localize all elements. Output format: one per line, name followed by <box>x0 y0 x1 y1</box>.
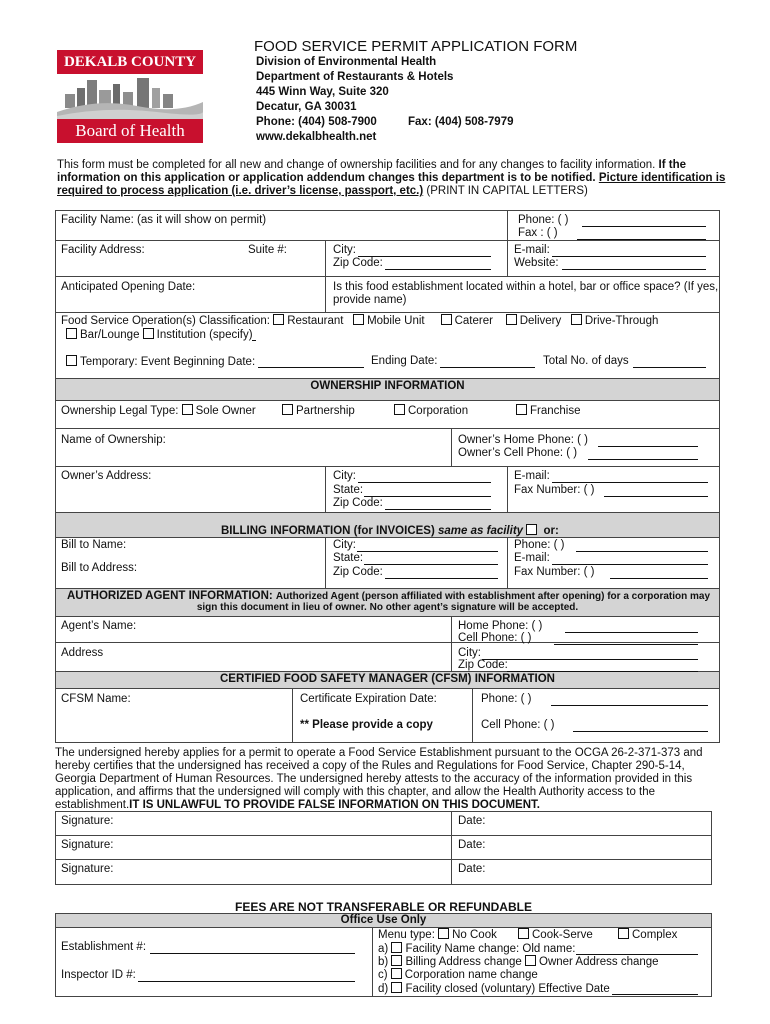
facility-name-change-label: Facility Name change: Old name: <box>405 943 576 955</box>
cfsm-cell-label: Cell Phone: ( ) <box>481 719 555 731</box>
row-divider <box>55 312 720 313</box>
billing-state-label: State: <box>333 552 364 564</box>
delivery-checkbox[interactable] <box>506 314 517 325</box>
ownership-name-label: Name of Ownership: <box>61 434 166 446</box>
facility-fax-label: Fax : ( ) <box>518 227 558 239</box>
declaration-line-2: hereby certifies that the undersigned has received a copy of the Rules and Regulations for Food Service, Chapter 290-5-14, <box>55 760 685 772</box>
col-divider <box>507 537 508 588</box>
row-divider <box>55 859 712 860</box>
franchise-option-wrap <box>516 404 581 418</box>
intro-line-3-text: (PRINT IN CAPITAL LETTERS) <box>426 185 588 197</box>
logo-bottom-text: Board of Health <box>75 121 185 140</box>
ending-date-field[interactable] <box>440 367 535 368</box>
logo-bottom-banner <box>57 119 203 143</box>
delivery-option: Delivery <box>519 315 562 327</box>
col-divider <box>325 466 326 512</box>
corporation-name-change-checkbox[interactable] <box>391 968 402 979</box>
declaration-line-4: application, and affirms that the undersigned will comply with this chapter, and allow the Health Authority access to the <box>55 786 656 798</box>
address-line-1: 445 Winn Way, Suite 320 <box>256 86 389 98</box>
agent-home-phone-label: Home Phone: ( ) <box>458 620 543 632</box>
row-divider <box>55 276 720 277</box>
cfsm-phone-field[interactable] <box>551 705 708 706</box>
cook-serve-checkbox[interactable] <box>518 928 529 939</box>
office-item-c <box>378 968 538 982</box>
corporation-name-change-label: Corporation name change <box>404 969 538 981</box>
cfsm-expiration-label: Certificate Expiration Date: <box>300 693 437 705</box>
agent-cell-phone-label: Cell Phone: ( ) <box>458 632 532 644</box>
legal-type-label: Ownership Legal Type: <box>61 405 179 417</box>
facility-closed-label: Facility closed (voluntary) Effective Date <box>405 983 610 995</box>
signature-label-2: Signature: <box>61 839 114 851</box>
col-divider <box>472 688 473 743</box>
sole-owner-checkbox[interactable] <box>182 404 193 415</box>
form-title: FOOD SERVICE PERMIT APPLICATION FORM <box>254 38 578 55</box>
bar-lounge-checkbox[interactable] <box>66 328 77 339</box>
item-c-prefix: c) <box>378 969 388 981</box>
no-cook-option: No Cook <box>452 929 497 941</box>
row-divider <box>55 688 720 689</box>
suite-label: Suite #: <box>248 244 287 256</box>
row-divider <box>55 588 720 589</box>
agent-note-2: sign this document in lieu of owner. No other agent’s signature will be accepted. <box>196 602 579 613</box>
agent-home-phone-field[interactable] <box>565 632 698 633</box>
cfsm-heading: CERTIFIED FOOD SAFETY MANAGER (CFSM) INFORMATION <box>220 673 555 685</box>
facility-website-field[interactable] <box>562 269 706 270</box>
temporary-label: Temporary: Event Beginning Date: <box>80 356 256 368</box>
facility-email-field[interactable] <box>552 256 706 257</box>
owner-home-phone-label: Owner’s Home Phone: ( ) <box>458 434 588 446</box>
owner-fax-label: Fax Number: ( ) <box>514 484 595 496</box>
billing-fax-field[interactable] <box>610 578 708 579</box>
effective-date-field[interactable] <box>612 994 698 995</box>
billing-state-field[interactable] <box>364 564 498 565</box>
declaration-line-5-text: establishment. <box>55 799 130 811</box>
menu-type-row <box>378 928 497 942</box>
row-divider <box>55 642 720 643</box>
opening-date-label: Anticipated Opening Date: <box>61 281 196 293</box>
corporation-checkbox[interactable] <box>394 404 405 415</box>
sole-owner-option: Sole Owner <box>195 405 256 417</box>
billing-fax-label: Fax Number: ( ) <box>514 566 595 578</box>
legal-type-row <box>61 404 256 418</box>
logo-top-banner <box>57 50 203 74</box>
establishment-field[interactable] <box>150 953 355 954</box>
intro-line-1 <box>57 159 686 172</box>
intro-line-3 <box>57 185 588 198</box>
restaurant-option: Restaurant <box>287 315 344 327</box>
row-divider <box>55 616 720 617</box>
owner-address-label: Owner’s Address: <box>61 470 152 482</box>
intro-line-1-text: This form must be completed for all new and change of ownership facilities and for any changes to facility information. <box>57 159 656 171</box>
hotel-question-line-2: provide name) <box>333 294 407 306</box>
signature-label-3: Signature: <box>61 863 114 875</box>
owner-fax-field[interactable] <box>604 496 708 497</box>
col-divider <box>451 811 452 885</box>
institution-option: Institution (specify) <box>156 329 253 341</box>
billing-same-as-facility: same as facility <box>438 525 524 537</box>
facility-website-label: Website: <box>514 257 559 269</box>
item-d-prefix: d) <box>378 983 389 995</box>
owner-cell-phone-label: Owner’s Cell Phone: ( ) <box>458 447 578 459</box>
billing-phone-label: Phone: ( ) <box>514 539 565 551</box>
owner-email-field[interactable] <box>552 482 708 483</box>
institution-checkbox[interactable] <box>143 328 154 339</box>
item-b-prefix: b) <box>378 956 389 968</box>
owner-cell-phone-field[interactable] <box>588 459 698 460</box>
intro-line-2 <box>57 172 725 185</box>
department-name: Department of Restaurants & Hotels <box>256 71 454 83</box>
establishment-label: Establishment #: <box>61 941 147 953</box>
bill-to-name-label: Bill to Name: <box>61 539 127 551</box>
logo-top-text: DEKALB COUNTY <box>63 54 197 70</box>
billing-address-change-checkbox[interactable] <box>391 955 402 966</box>
row-divider <box>55 240 720 241</box>
classification-label: Food Service Operation(s) Classification: <box>61 315 270 327</box>
office-use-heading: Office Use Only <box>340 914 427 926</box>
owner-home-phone-field[interactable] <box>598 446 698 447</box>
agent-city-label: City: <box>458 647 481 659</box>
billing-zip-label: Zip Code: <box>333 566 383 578</box>
temporary-row <box>66 355 255 369</box>
event-begin-date-field[interactable] <box>258 367 364 368</box>
corporation-option-wrap <box>394 404 468 418</box>
cfsm-name-label: CFSM Name: <box>61 693 131 705</box>
facility-address-label: Facility Address: <box>61 244 145 256</box>
restaurant-checkbox[interactable] <box>273 314 284 325</box>
owner-address-change-label: Owner Address change <box>539 956 659 968</box>
billing-address-change-label: Billing Address change <box>405 956 522 968</box>
col-divider <box>325 240 326 312</box>
menu-type-label: Menu type: <box>378 929 435 941</box>
facility-zip-label: Zip Code: <box>333 257 383 269</box>
owner-state-field[interactable] <box>364 496 491 497</box>
col-divider <box>372 927 373 997</box>
caterer-checkbox[interactable] <box>441 314 452 325</box>
office-item-b <box>378 955 659 969</box>
col-divider <box>451 616 452 671</box>
complex-checkbox[interactable] <box>618 928 629 939</box>
bill-to-address-label: Bill to Address: <box>61 562 138 574</box>
row-divider <box>55 378 720 379</box>
drive-through-checkbox[interactable] <box>571 314 582 325</box>
facility-phone-field[interactable] <box>582 226 706 227</box>
partnership-option-wrap <box>282 404 355 418</box>
billing-phone-field[interactable] <box>576 551 708 552</box>
partnership-option: Partnership <box>296 405 355 417</box>
date-label-1: Date: <box>458 815 486 827</box>
facility-closed-checkbox[interactable] <box>391 982 402 993</box>
signature-field-2[interactable] <box>126 837 446 857</box>
intro-line-2-underlined: Picture identification is <box>598 172 726 184</box>
date-label-2: Date: <box>458 839 486 851</box>
facility-zip-field[interactable] <box>385 269 491 270</box>
skyline-graphic-icon <box>57 74 203 119</box>
franchise-option: Franchise <box>530 405 581 417</box>
agent-cell-phone-field[interactable] <box>554 644 698 645</box>
col-divider <box>325 537 326 588</box>
billing-city-field[interactable] <box>357 551 498 552</box>
col-divider <box>292 688 293 743</box>
col-divider <box>507 240 508 276</box>
owner-email-label: E-mail: <box>514 470 550 482</box>
division-name: Division of Environmental Health <box>256 56 437 68</box>
phone-number: Phone: (404) 508-7900 <box>256 116 377 128</box>
agent-heading: AUTHORIZED AGENT INFORMATION: <box>67 590 273 602</box>
agent-zip-field[interactable] <box>507 671 698 672</box>
facility-fax-field[interactable] <box>577 239 706 240</box>
facility-email-label: E-mail: <box>514 244 550 256</box>
website-url: www.dekalbhealth.net <box>256 131 377 143</box>
office-item-d <box>378 982 610 996</box>
billing-email-label: E-mail: <box>514 552 550 564</box>
no-cook-checkbox[interactable] <box>438 928 449 939</box>
cfsm-copy-note: ** Please provide a copy <box>300 719 433 731</box>
mobile-unit-option: Mobile Unit <box>367 315 425 327</box>
owner-state-label: State: <box>333 484 364 496</box>
fax-number: Fax: (404) 508-7979 <box>408 116 514 128</box>
owner-city-field[interactable] <box>358 482 491 483</box>
signature-label-1: Signature: <box>61 815 114 827</box>
declaration-line-1: The undersigned hereby applies for a permit to operate a Food Service Establishment pursuant to the OCGA 26-2-371-373 and <box>55 747 703 759</box>
fees-notice: FEES ARE NOT TRANSFERABLE OR REFUNDABLE <box>235 900 532 914</box>
row-divider <box>55 835 712 836</box>
agent-name-label: Agent’s Name: <box>61 620 137 632</box>
billing-zip-field[interactable] <box>385 578 498 579</box>
col-divider <box>451 428 452 466</box>
row-divider <box>55 400 720 401</box>
agent-address-label: Address <box>61 647 104 659</box>
classification-row <box>61 314 658 328</box>
signature-field-3[interactable] <box>126 861 446 881</box>
franchise-checkbox[interactable] <box>516 404 527 415</box>
row-divider <box>55 512 720 513</box>
institution-specify-field[interactable] <box>252 340 256 341</box>
partnership-checkbox[interactable] <box>282 404 293 415</box>
complex-option: Complex <box>632 929 678 941</box>
inspector-label: Inspector ID #: <box>61 969 136 981</box>
complex-wrap <box>618 928 677 942</box>
bar-lounge-option: Bar/Lounge <box>80 329 140 341</box>
drive-through-option: Drive-Through <box>584 315 659 327</box>
agent-city-field[interactable] <box>482 659 698 660</box>
facility-phone-label: Phone: ( ) <box>518 214 569 226</box>
date-label-3: Date: <box>458 863 486 875</box>
office-item-a <box>378 942 575 956</box>
corporation-option: Corporation <box>408 405 469 417</box>
billing-heading-text: BILLING INFORMATION (for INVOICES) <box>221 525 435 537</box>
billing-or: or: <box>543 525 559 537</box>
address-line-2: Decatur, GA 30031 <box>256 101 357 113</box>
agent-note-1: Authorized Agent (person affiliated with establishment after opening) for a corporation may <box>275 591 711 602</box>
billing-email-field[interactable] <box>552 564 708 565</box>
ownership-heading: OWNERSHIP INFORMATION <box>310 380 465 392</box>
classification-row-2 <box>66 328 253 342</box>
owner-zip-label: Zip Code: <box>333 497 383 509</box>
total-days-field[interactable] <box>633 367 706 368</box>
facility-name-label: Facility Name: (as it will show on permit) <box>61 214 267 226</box>
facility-name-change-checkbox[interactable] <box>391 942 402 953</box>
billing-city-label: City: <box>333 539 356 551</box>
dekalb-board-of-health-logo <box>57 50 203 143</box>
declaration-line-3: Georgia Department of Human Resources. The undersigned hereby attests to the accuracy of the information provided in this <box>55 773 693 785</box>
owner-city-label: City: <box>333 470 356 482</box>
cfsm-cell-field[interactable] <box>573 731 708 732</box>
ending-date-label: Ending Date: <box>371 355 438 367</box>
agent-zip-label: Zip Code: <box>458 659 508 671</box>
cook-serve-wrap <box>518 928 593 942</box>
billing-heading <box>221 524 559 538</box>
row-divider <box>55 428 720 429</box>
total-days-label: Total No. of days <box>543 355 629 367</box>
inspector-field[interactable] <box>138 981 355 982</box>
intro-line-2-text: information on this application or application addendum changes this department is to be notified. <box>57 172 596 184</box>
col-divider <box>507 210 508 240</box>
facility-city-label: City: <box>333 244 356 256</box>
temporary-checkbox[interactable] <box>66 355 77 366</box>
intro-line-1-bold: If the <box>658 159 686 171</box>
mobile-unit-checkbox[interactable] <box>353 314 364 325</box>
signature-field-1[interactable] <box>126 813 446 833</box>
row-divider <box>55 466 720 467</box>
col-divider <box>507 466 508 512</box>
owner-address-change-checkbox[interactable] <box>525 955 536 966</box>
cook-serve-option: Cook-Serve <box>532 929 593 941</box>
facility-name-field[interactable] <box>60 226 500 238</box>
caterer-option: Caterer <box>454 315 493 327</box>
false-info-warning: IT IS UNLAWFUL TO PROVIDE FALSE INFORMATION ON THIS DOCUMENT. <box>129 799 540 811</box>
owner-zip-field[interactable] <box>385 509 491 510</box>
intro-line-3-underlined: required to process application (i.e. driver’s license, passport, etc.) <box>57 185 424 197</box>
cfsm-phone-label: Phone: ( ) <box>481 693 532 705</box>
hotel-question-line-1: Is this food establishment located within a hotel, bar or office space? (If yes, <box>333 281 719 293</box>
item-a-prefix: a) <box>378 943 389 955</box>
same-as-facility-checkbox[interactable] <box>526 524 537 535</box>
